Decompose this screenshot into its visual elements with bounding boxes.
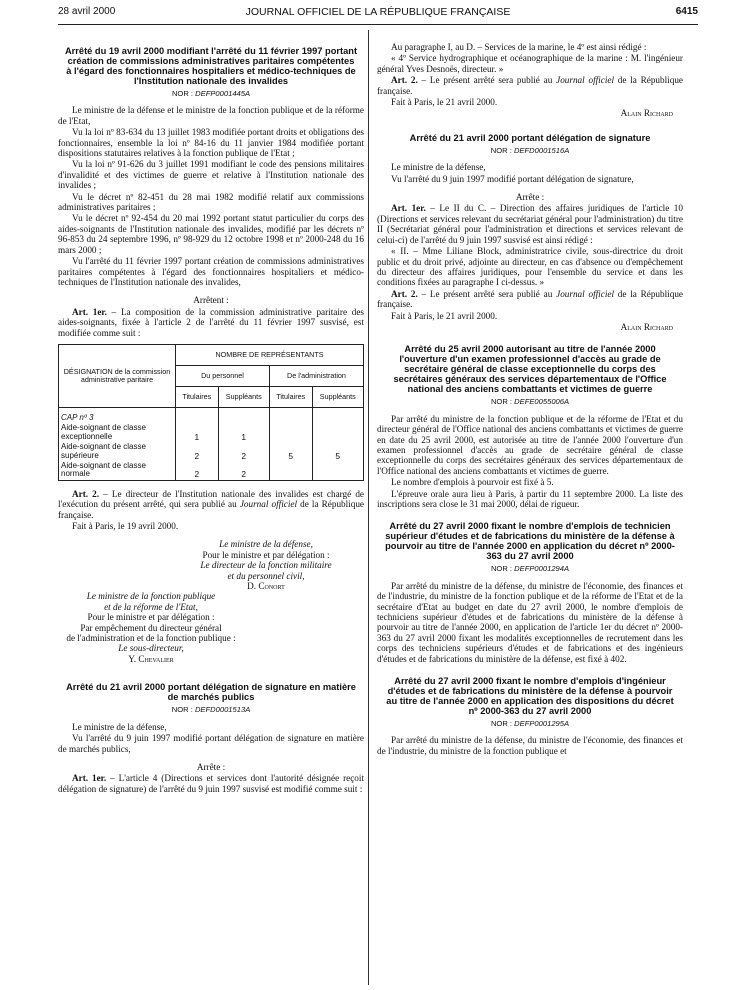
arrete: Arrête : bbox=[515, 192, 545, 203]
paragraph: L'épreuve orale aura lieu à Paris, à partir du 11 septembre 2000. La liste des inscriptions sera close le 31 mai 2000, délai de rigueur. bbox=[377, 488, 683, 509]
signature-line: et de la réforme de l'Etat, bbox=[104, 601, 198, 612]
page-header bbox=[58, 6, 698, 22]
table-header-titulaires: Titulaires bbox=[269, 386, 312, 407]
table-cell: Aide-soignant de classe supérieure bbox=[59, 442, 176, 461]
table-header-suppleants: Suppléants bbox=[312, 386, 363, 407]
nor-label: NOR : bbox=[171, 705, 193, 715]
nor-code: DEFD0001513A bbox=[194, 705, 251, 715]
signature-name: Alain Richard bbox=[620, 321, 673, 332]
signature-line: Le ministre de la défense, bbox=[219, 539, 313, 550]
table-cell: 2 bbox=[218, 442, 269, 461]
table-header-admin: De l'administration bbox=[269, 365, 363, 386]
fait-line: Fait à Paris, le 21 avril 2000. bbox=[391, 310, 498, 321]
signature-line: Pour le ministre et par délégation : bbox=[87, 612, 215, 623]
table-row bbox=[59, 442, 364, 461]
paragraph: Au paragraphe I, au D. – Services de la marine, le 4º est ainsi rédigé : bbox=[391, 42, 647, 52]
signature-line: Par empêchement du directeur général bbox=[80, 622, 222, 633]
table-cell: Aide-soignant de classe exceptionnelle bbox=[59, 423, 176, 442]
nor-line bbox=[58, 89, 364, 99]
paragraph: Vu la loi nº 91-626 du 3 juillet 1991 modifiant le code des pensions militaires d'invalidité et des victimes de guerre et relative à l'Institution nationale des invalides ; bbox=[58, 159, 364, 191]
nor-label: NOR : bbox=[171, 89, 194, 98]
representatives-table bbox=[58, 344, 364, 481]
paragraph: Le ministre de la défense, bbox=[391, 162, 486, 173]
nor-code: DEFP0001445A bbox=[195, 89, 251, 98]
table-header-suppleants: Suppléants bbox=[218, 386, 269, 407]
nor-line bbox=[377, 146, 683, 156]
paragraph: Le nombre d'emplois à pourvoir est fixé à 5. bbox=[391, 477, 554, 488]
table-row bbox=[59, 461, 364, 480]
signature-name: Alain Richard bbox=[620, 108, 673, 119]
article-label: Art. 2. bbox=[72, 488, 100, 499]
nor-code: DEFD0001516A bbox=[513, 145, 570, 155]
signature-name: D. Conort bbox=[247, 581, 285, 592]
article-2 bbox=[377, 75, 683, 96]
nor-line bbox=[377, 564, 683, 574]
nor-label: NOR : bbox=[490, 145, 512, 155]
paragraph: « II. – Mme Liliane Block, administratrice civile, sous-directrice du droit public et du droit privé, adjointe au directeur, en cas d'absence ou d'empêchement du directeur des affaires juridiques, pour l'ensemble du service et dans les conditions fixées au paragraphe I ci-dessus. » bbox=[377, 246, 683, 288]
paragraph: Vu l'arrêté du 9 juin 1997 modifié portant délégation de signature, bbox=[391, 173, 634, 184]
journal-ref: Journal officiel bbox=[556, 288, 614, 299]
signature-line: Le directeur de la fonction militaire bbox=[200, 560, 332, 571]
right-column bbox=[377, 30, 683, 757]
decree-title: Arrêté du 21 avril 2000 portant délégation de signature en matière de marchés publics bbox=[66, 682, 356, 703]
table-cell: Aide-soignant de classe normale bbox=[59, 461, 176, 480]
article-1 bbox=[58, 773, 364, 794]
article-text: – Le II du C. – Direction des affaires juridiques de l'article 10 (Directions et services relevant du secrétariat général pour l'administration) du titre II (Secrétariat général pour l'administration et directions et services relevant de celui-ci) de l'arrêté du 9 juin 1997 susvisé est ainsi rédigé : bbox=[377, 203, 683, 245]
paragraph: Vu l'arrêté du 9 juin 1997 modifié portant délégation de signature en matière de marchés publics, bbox=[58, 733, 364, 754]
nor-code: DEFP0001295A bbox=[514, 719, 570, 729]
fait-line: Fait à Paris, le 19 avril 2000. bbox=[72, 521, 179, 531]
signature-line: et du personnel civil, bbox=[227, 570, 305, 581]
journal-title: JOURNAL OFFICIEL DE LA RÉPUBLIQUE FRANÇAISE bbox=[245, 6, 511, 18]
nor-label: NOR : bbox=[490, 397, 513, 407]
article-text: – Le présent arrêté sera publié au bbox=[417, 75, 557, 86]
signature-line: Le ministre de la fonction publique bbox=[86, 591, 216, 602]
article-label: Art. 1er. bbox=[391, 203, 426, 214]
signature-name: Y. Chevalier bbox=[128, 653, 174, 664]
article-label: Art. 1er. bbox=[72, 306, 107, 317]
column-divider bbox=[368, 30, 369, 985]
page-number: 6415 bbox=[675, 6, 698, 17]
decree-title: Arrêté du 27 avril 2000 fixant le nombre d'emplois de technicien supérieur d'études et de fabrications du ministère de la défense à pourvoir au titre de l'année 2000 en application du décret nº 2000-363 du 27 avril 2000 bbox=[385, 521, 675, 562]
signature-line: de l'administration et de la fonction publique : bbox=[66, 633, 236, 644]
article-text: de la République française. bbox=[377, 75, 683, 96]
arrete: Arrête : bbox=[196, 761, 226, 772]
article-2 bbox=[377, 289, 683, 310]
fait-line: Fait à Paris, le 21 avril 2000. bbox=[391, 97, 498, 108]
article-text: – L'article 4 (Directions et services dont l'autorité désignée reçoit délégation de signature) de l'arrêté du 9 juin 1997 susvisé est modifié comme suit : bbox=[58, 773, 364, 794]
nor-line bbox=[58, 705, 364, 715]
decree-title: Arrêté du 19 avril 2000 modifiant l'arrêté du 11 février 1997 portant création de commissions administratives paritaires compétentes à l'égard des fonctionnaires hospitaliers et médico-techniques de l'Institution nationale des invalides bbox=[64, 46, 358, 86]
article-1 bbox=[58, 307, 364, 338]
article-text: de la République française. bbox=[377, 288, 683, 310]
table-cell: 1 bbox=[218, 423, 269, 442]
signature-block bbox=[58, 539, 364, 664]
paragraph: Par arrêté du ministre de la défense, du ministre de l'économie, des finances et de l'industrie, du ministre de la fonction publique et de la réforme de l'Etat et de la secrétaire d'Etat au budget en date du 27 avril 2000, le nombre d'emplois de techniciens supérieur d'études et de fabrications du ministère de la défense à pourvoir au titre de l'année 2000, en application de l'article 1er du décret nº 2000-363 du 27 avril 2000 fixant les modalités exceptionnelles de recrutement dans les corps des techniciens supérieurs d'études et de fabrications et des ingénieurs d'études et de fabrications du ministère de la défense, est fixé à 402. bbox=[377, 580, 683, 664]
nor-code: DEFE0055006A bbox=[514, 397, 570, 407]
article-label: Art. 1er. bbox=[72, 773, 107, 784]
table-header-designation: DÉSIGNATION de la commission administrative paritaire bbox=[59, 344, 176, 407]
header-date: 28 avril 2000 bbox=[58, 6, 116, 17]
paragraph: Le ministre de la défense, bbox=[72, 721, 167, 732]
signature-line: Le sous-directeur, bbox=[118, 643, 184, 654]
paragraph: Vu la loi nº 83-634 du 13 juillet 1983 modifiée portant droits et obligations des fonctionnaires, ensemble la loi nº 84-16 du 11 janvier 1984 modifiée portant dispositions statutaires relatives à la fonction publique de l'Etat ; bbox=[58, 127, 364, 159]
paragraph: Le ministre de la défense et le ministre de la fonction publique et de la réforme de l'Etat, bbox=[58, 105, 364, 126]
paragraph: Vu l'arrêté du 11 février 1997 portant création de commissions administratives paritaires compétentes à l'égard des fonctionnaires hospitaliers et médico-techniques de l'Institution nationale des invalides, bbox=[58, 256, 364, 287]
left-column bbox=[58, 30, 364, 795]
paragraph: Par arrêté du ministre de la défense, du ministre de l'économie, des finances et de l'industrie, du ministre de la fonction publique et bbox=[377, 735, 683, 756]
article-text: – La composition de la commission administrative paritaire des aides-soignants, fixée à l'article 2 de l'arrêté du 11 février 1997 susvisé, est modifiée comme suit : bbox=[58, 306, 364, 338]
decree-title: Arrêté du 27 avril 2000 fixant le nombre d'emplois d'ingénieur d'études et de fabrications du ministère de la défense à pourvoir au titre de l'année 2000 en application des dispositions du décret nº 2000-363 du 27 avril 2000 bbox=[386, 676, 674, 717]
paragraph: Vu le décret nº 92-454 du 20 mai 1992 portant statut particulier du corps des aides-soignants de l'Institution nationale des invalides, modifié par les décrets nº 96-853 du 24 septembre 1996, nº 98-929 du 12 octobre 1998 et nº 2000-248 du 16 mars 2000 ; bbox=[58, 213, 364, 255]
nor-line bbox=[377, 397, 683, 407]
arretent: Arrêtent : bbox=[193, 295, 229, 306]
paragraph: Par arrêté du ministre de la fonction publique et de la réforme de l'Etat et du directeur général de l'Office national des anciens combattants et victimes de guerre en date du 25 avril 2000, est autorisée au titre de l'année 2000 l'ouverture d'un examen professionnel d'accès au grade de secrétaire général de classe exceptionnelle du corps des secrétaires généraux des services départementaux de l'Office national des anciens combattants et victimes de guerre. bbox=[377, 413, 683, 476]
table-row bbox=[59, 423, 364, 442]
article-text: – Le présent arrêté sera publié au bbox=[417, 288, 557, 299]
article-label: Art. 2. bbox=[391, 75, 418, 86]
table-cell: 2 bbox=[176, 461, 219, 480]
article-text: – Le directeur de l'Institution nationale des invalides est chargé de l'exécution du présent arrêté, qui sera publié au bbox=[58, 488, 364, 510]
table-cell: 5 bbox=[312, 442, 363, 461]
table-cap: CAP nº 3 bbox=[59, 407, 176, 423]
table-header-nombre: NOMBRE DE REPRÉSENTANTS bbox=[176, 344, 364, 365]
journal-ref: Journal officiel bbox=[239, 499, 298, 510]
nor-code: DEFP0001294A bbox=[514, 564, 570, 574]
decree-title: Arrêté du 21 avril 2000 portant délégation de signature bbox=[409, 132, 651, 143]
paragraph: Vu le décret nº 82-451 du 28 mai 1982 modifié relatif aux commissions administratives paritaires ; bbox=[58, 191, 364, 213]
article-label: Art. 2. bbox=[391, 288, 418, 299]
nor-label: NOR : bbox=[490, 564, 513, 574]
nor-label: NOR : bbox=[490, 719, 513, 729]
signature-line: Pour le ministre et par délégation : bbox=[202, 549, 330, 560]
table-cell: 2 bbox=[176, 442, 219, 461]
nor-line bbox=[377, 719, 683, 729]
decree-title: Arrêté du 25 avril 2000 autorisant au titre de l'année 2000 l'ouverture d'un examen professionnel d'accès au grade de secrétaire général de classe exceptionnelle du corps des secrétaires généraux des services départementaux de l'Office national des anciens combattants et victimes de guerre bbox=[393, 344, 667, 395]
article-2 bbox=[58, 489, 364, 520]
table-cell: 2 bbox=[218, 461, 269, 480]
paragraph: « 4º Service hydrographique et océanographique de la marine : M. l'ingénieur général Yves Desnoës, directeur. » bbox=[377, 53, 683, 74]
journal-ref: Journal officiel bbox=[556, 75, 614, 86]
table-header-personnel: Du personnel bbox=[176, 365, 270, 386]
header-rule bbox=[58, 24, 698, 25]
article-1 bbox=[377, 203, 683, 245]
table-cell: 1 bbox=[176, 423, 219, 442]
article-text: de la République française. bbox=[58, 499, 364, 520]
table-cell: 5 bbox=[269, 442, 312, 461]
table-header-titulaires: Titulaires bbox=[176, 386, 219, 407]
